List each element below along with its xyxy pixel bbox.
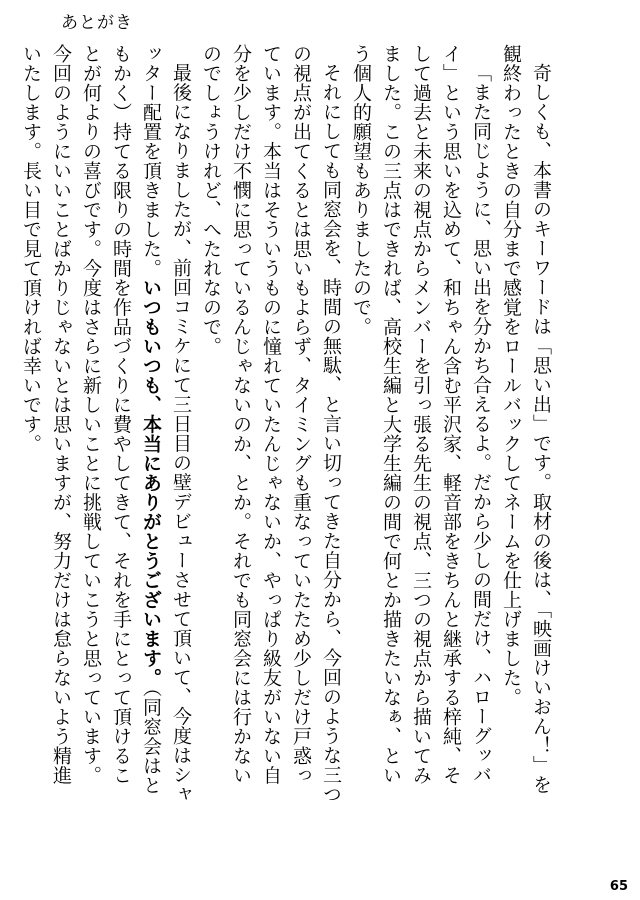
paragraph-2-text: 「また同じように、思い出を分かち合えるよ。だから少しの間だけ、ハローグッバイ」という思いを込めて、和ちゃん含む平沢家、軽音部をきちんと継承する梓純、そして過去と未来の視点からメンバーを引っ張る先生の視点、三つの視点から描いてみました。この三点はできれば、高校生編と大学生編の間で何とか描きたいなぁ、という個人的願望もありましたので。 [350, 44, 492, 785]
page-number: 65 [609, 879, 628, 894]
paragraph-4-text-a: 最後になりましたが、前回コミケにて三日目の壁デビューさせて頂いて、今度はシャッター配置を頂きました。 [140, 44, 192, 804]
afterword-heading: あとがき [61, 13, 133, 33]
paragraph-3-text: それにしても同窓会を、時間の無駄、と言い切ってきた自分から、今回のような三つの視点が出てくるとは思いもよらず、タイミングも重なっていたため少しだけ戸惑っています。本当はそういうものに憧れていたんじゃないか、やっぱり級友がいない自分を少しだけ不憫に思っているんじゃないのか、とか。それでも同窓会には行かないのでしょうけれど、へたれなので。 [200, 44, 342, 804]
paragraph-1 [496, 44, 556, 804]
signoff-spacer [0, 44, 16, 804]
paragraph-4-thanks-bold: いつもいつも、本当にありがとうございます。 [140, 278, 162, 688]
paragraph-1-text: 奇しくも、本書のキーワードは「思い出」です。取材の後は、「映画けいおん！」を観終わったときの自分まで感覚をロールバックしてネームを仕上げました。 [500, 44, 552, 795]
afterword-body [20, 44, 556, 804]
paragraph-3 [196, 44, 346, 804]
paragraph-2 [346, 44, 496, 804]
paragraph-4 [16, 44, 196, 804]
paragraph-4-text-b: （同窓会はともかく）持てる限りの時間を作品づくりに費やしてきて、それを手にとって頂けることが何よりの喜びです。今度はさらに新しいことに挑戦していこうと思っています。今回のようにいいことばかりじゃないとは思いますが、努力だけは怠らないよう精進いたします。長い目で見て頂ければ幸いです。 [20, 44, 162, 795]
